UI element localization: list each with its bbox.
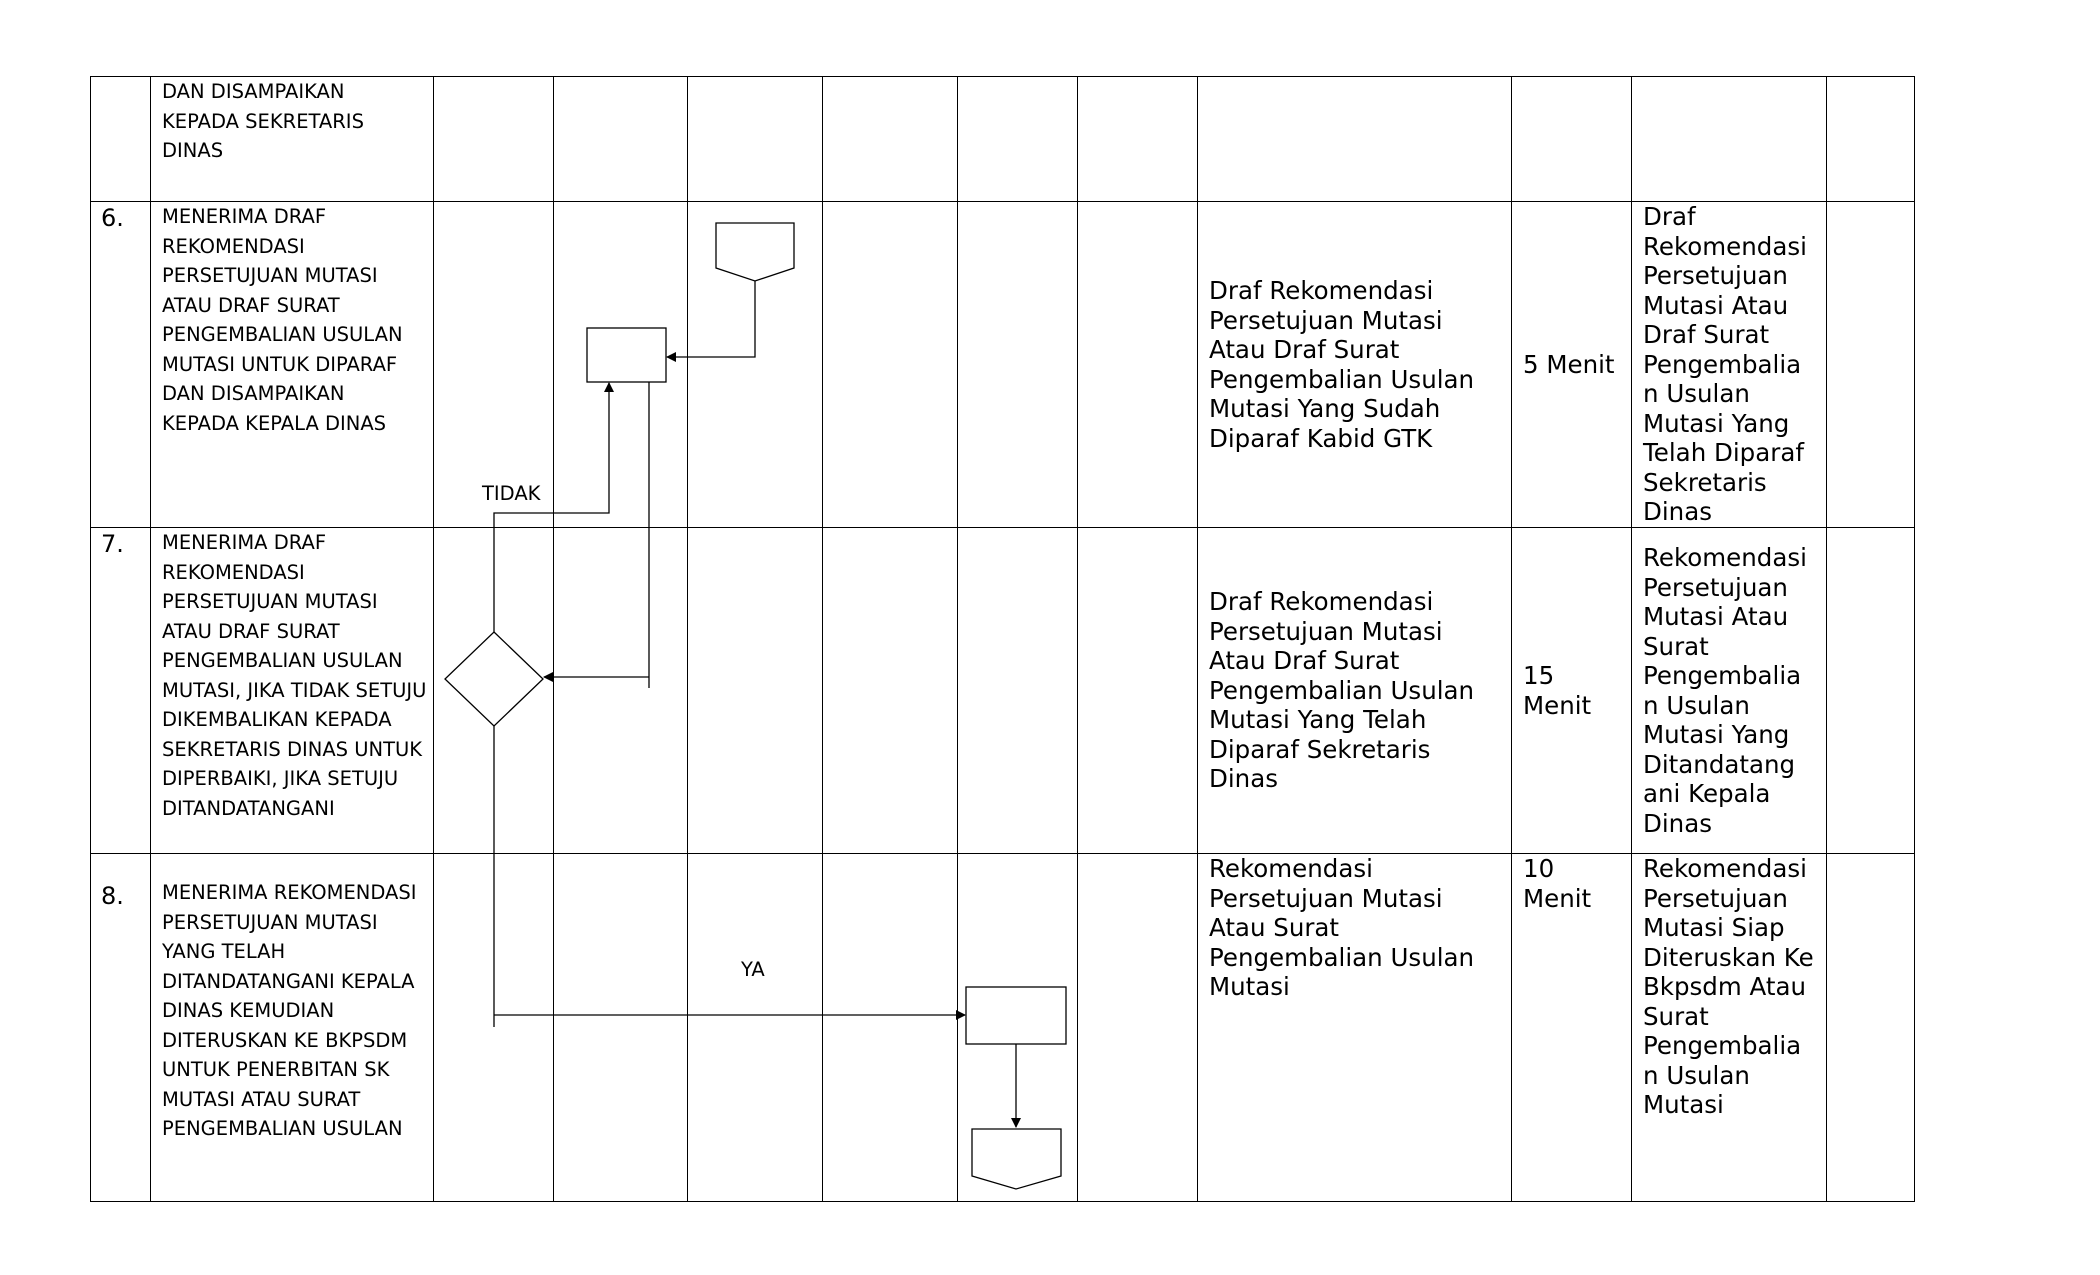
time-cell [1512, 77, 1632, 202]
lane-cell [823, 77, 958, 202]
table-row [91, 854, 1915, 1202]
lane-cell [434, 202, 554, 528]
lane-cell [1078, 202, 1198, 528]
sop-table [90, 76, 1915, 1202]
row-number: 8. [91, 854, 151, 1202]
lane-cell [958, 854, 1078, 1202]
lane-cell [554, 77, 688, 202]
lane-cell [554, 854, 688, 1202]
note-cell: Rekomendasi Persetujuan Mutasi Siap Diteruskan Ke Bkpsdm Atau Surat Pengembalia n Usulan Mutasi [1632, 854, 1827, 1202]
output-cell: Draf Rekomendasi Persetujuan Mutasi Atau Draf Surat Pengembalian Usulan Mutasi Yang Sudah Diparaf Kabid GTK [1198, 202, 1512, 528]
lane-cell [958, 202, 1078, 528]
lane-cell [823, 854, 958, 1202]
table-row [91, 77, 1915, 202]
table-row [91, 528, 1915, 854]
row-number [91, 77, 151, 202]
lane-cell [434, 528, 554, 854]
note-cell: Rekomendasi Persetujuan Mutasi Atau Surat Pengembalia n Usulan Mutasi Yang Ditandatang ani Kepala Dinas [1632, 528, 1827, 854]
lane-cell [554, 528, 688, 854]
lane-cell [958, 528, 1078, 854]
lane-cell [823, 202, 958, 528]
lane-cell [1078, 854, 1198, 1202]
table-row [91, 202, 1915, 528]
lane-cell [1078, 528, 1198, 854]
empty-cell [1827, 202, 1915, 528]
output-cell [1198, 77, 1512, 202]
activity-cell: DAN DISAMPAIKAN KEPADA SEKRETARIS DINAS [151, 77, 434, 202]
lane-cell [434, 854, 554, 1202]
lane-cell [688, 854, 823, 1202]
empty-cell [1827, 854, 1915, 1202]
lane-cell [1078, 77, 1198, 202]
lane-cell [688, 202, 823, 528]
lane-cell [958, 77, 1078, 202]
output-cell: Rekomendasi Persetujuan Mutasi Atau Surat Pengembalian Usulan Mutasi [1198, 854, 1512, 1202]
lane-cell [554, 202, 688, 528]
time-cell: 10 Menit [1512, 854, 1632, 1202]
decision-yes-label: YA [741, 958, 765, 981]
lane-cell [434, 77, 554, 202]
decision-no-label: TIDAK [482, 482, 541, 505]
output-cell: Draf Rekomendasi Persetujuan Mutasi Atau Draf Surat Pengembalian Usulan Mutasi Yang Telah Diparaf Sekretaris Dinas [1198, 528, 1512, 854]
activity-cell: MENERIMA REKOMENDASI PERSETUJUAN MUTASI YANG TELAH DITANDATANGANI KEPALA DINAS KEMUDIAN DITERUSKAN KE BKPSDM UNTUK PENERBITAN SK MUTASI ATAU SURAT PENGEMBALIAN USULAN [151, 854, 434, 1202]
note-cell [1632, 77, 1827, 202]
activity-cell: MENERIMA DRAF REKOMENDASI PERSETUJUAN MUTASI ATAU DRAF SURAT PENGEMBALIAN USULAN MUTASI UNTUK DIPARAF DAN DISAMPAIKAN KEPADA KEPALA DINAS [151, 202, 434, 528]
lane-cell [823, 528, 958, 854]
activity-cell: MENERIMA DRAF REKOMENDASI PERSETUJUAN MUTASI ATAU DRAF SURAT PENGEMBALIAN USULAN MUTASI, JIKA TIDAK SETUJU DIKEMBALIKAN KEPADA SEKRETARIS DINAS UNTUK DIPERBAIKI, JIKA SETUJU DITANDATANGANI [151, 528, 434, 854]
lane-cell [688, 77, 823, 202]
time-cell: 15 Menit [1512, 528, 1632, 854]
row-number: 6. [91, 202, 151, 528]
empty-cell [1827, 528, 1915, 854]
empty-cell [1827, 77, 1915, 202]
time-cell: 5 Menit [1512, 202, 1632, 528]
note-cell: Draf Rekomendasi Persetujuan Mutasi Atau Draf Surat Pengembalia n Usulan Mutasi Yang Telah Diparaf Sekretaris Dinas [1632, 202, 1827, 528]
lane-cell [688, 528, 823, 854]
row-number: 7. [91, 528, 151, 854]
